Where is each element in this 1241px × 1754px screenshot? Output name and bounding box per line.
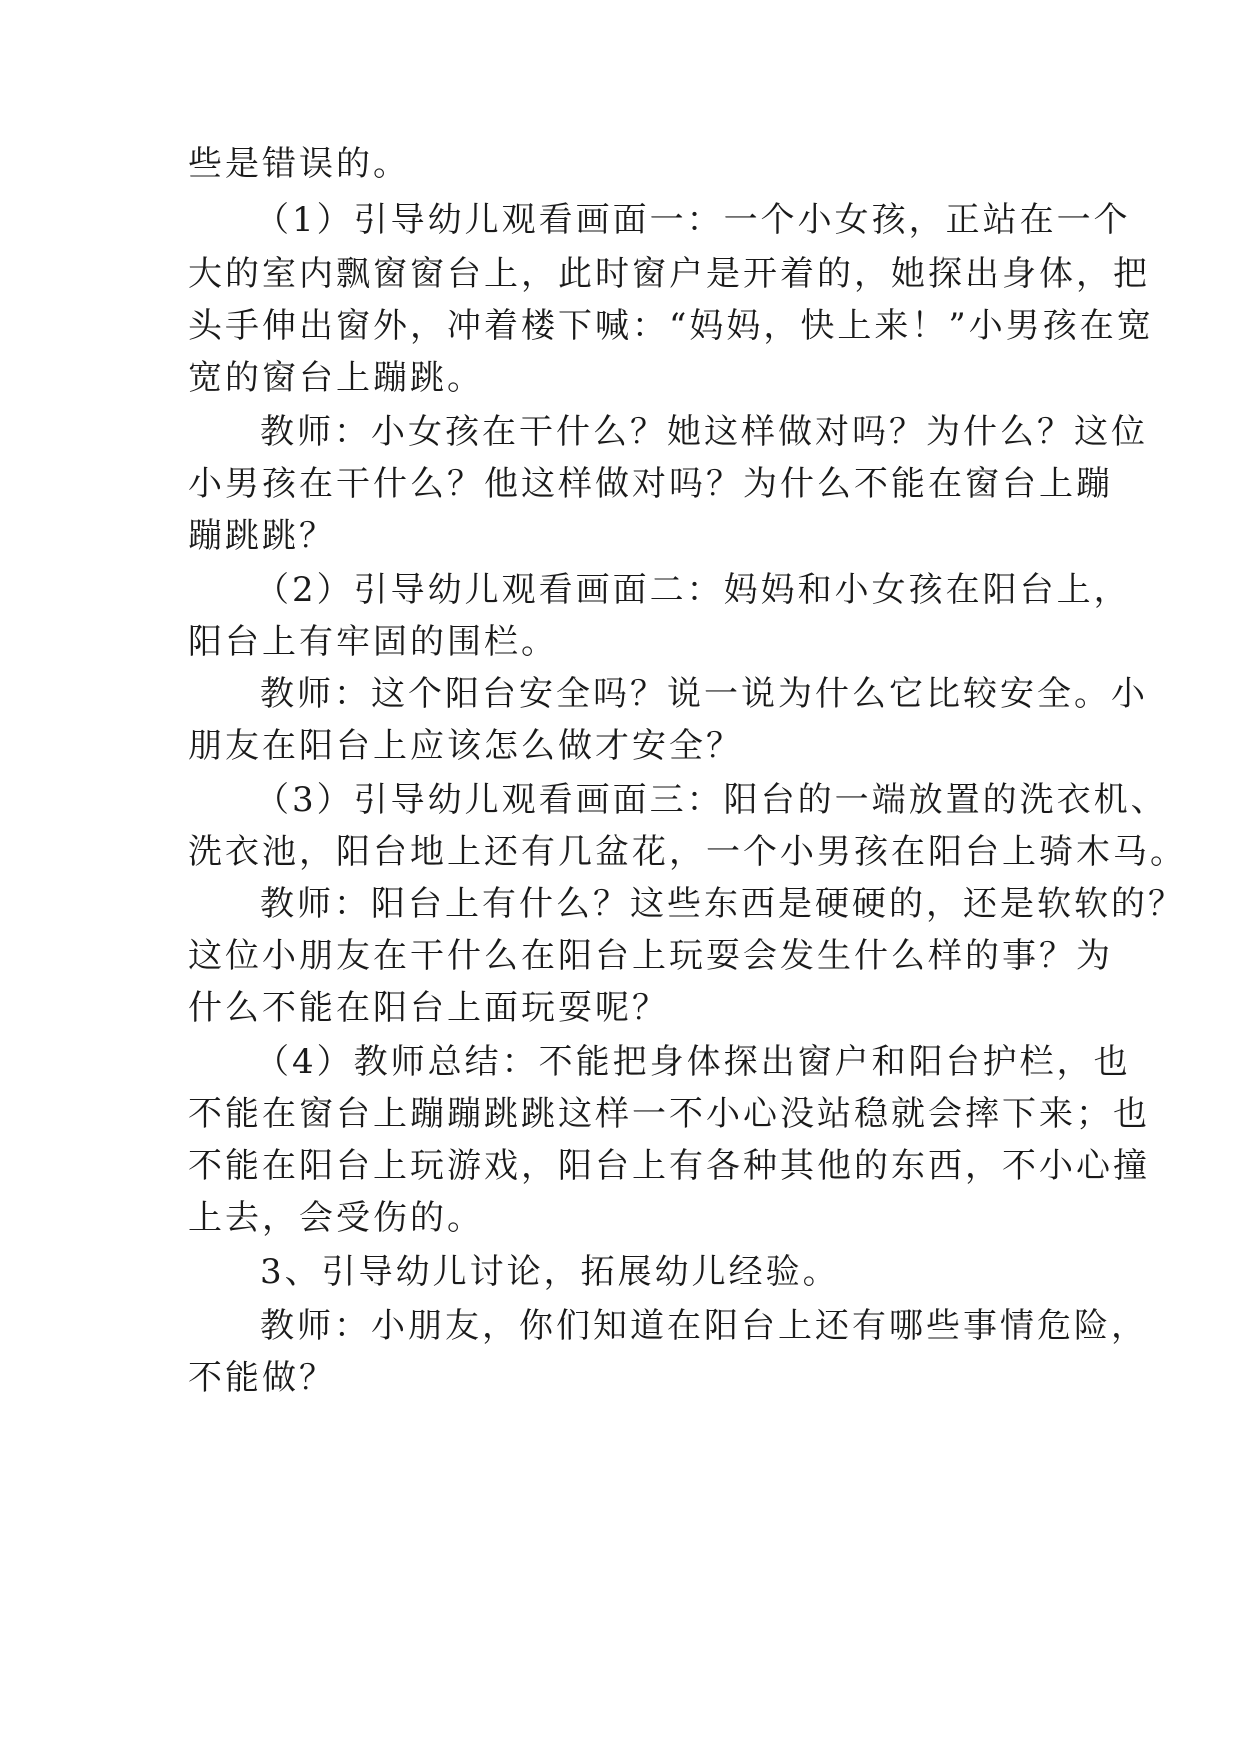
text-line: 不能在窗台上蹦蹦跳跳这样一不小心没站稳就会摔下来；也 [188,1094,1150,1134]
text-line: （1）引导幼儿观看画面一：一个小女孩，正站在一个 [255,200,1131,240]
text-line: 教师：阳台上有什么？这些东西是硬硬的，还是软软的？ [260,884,1185,924]
text-line: 洗衣池，阳台地上还有几盆花，一个小男孩在阳台上骑木马。 [188,832,1187,872]
text-line: （4）教师总结：不能把身体探出窗户和阳台护栏，也 [255,1042,1131,1082]
text-line: 教师：小女孩在干什么？她这样做对吗？为什么？这位 [260,412,1148,452]
text-line: 朋友在阳台上应该怎么做才安全？ [188,726,743,766]
text-line: 教师：这个阳台安全吗？说一说为什么它比较安全。小 [260,674,1148,714]
text-line: 3、引导幼儿讨论，拓展幼儿经验。 [260,1252,840,1292]
text-line: 头手伸出窗外，冲着楼下喊：“妈妈，快上来！”小男孩在宽 [188,306,1154,346]
text-line: （3）引导幼儿观看画面三：阳台的一端放置的洗衣机、 [255,780,1168,820]
text-line: 不能在阳台上玩游戏，阳台上有各种其他的东西，不小心撞 [188,1146,1150,1186]
text-line: 上去，会受伤的。 [188,1198,484,1238]
text-line: （2）引导幼儿观看画面二：妈妈和小女孩在阳台上， [255,570,1131,610]
text-line: 不能做？ [188,1358,336,1398]
text-line: 小男孩在干什么？他这样做对吗？为什么不能在窗台上蹦 [188,464,1113,504]
text-line: 大的室内飘窗窗台上，此时窗户是开着的，她探出身体，把 [188,254,1150,294]
text-line: 蹦跳跳？ [188,516,336,556]
text-line: 阳台上有牢固的围栏。 [188,622,558,662]
text-line: 宽的窗台上蹦跳。 [188,358,484,398]
text-line: 这位小朋友在干什么在阳台上玩耍会发生什么样的事？为 [188,936,1113,976]
text-line: 什么不能在阳台上面玩耍呢？ [188,988,669,1028]
text-line: 些是错误的。 [188,144,410,184]
text-line: 教师：小朋友，你们知道在阳台上还有哪些事情危险， [260,1306,1148,1346]
